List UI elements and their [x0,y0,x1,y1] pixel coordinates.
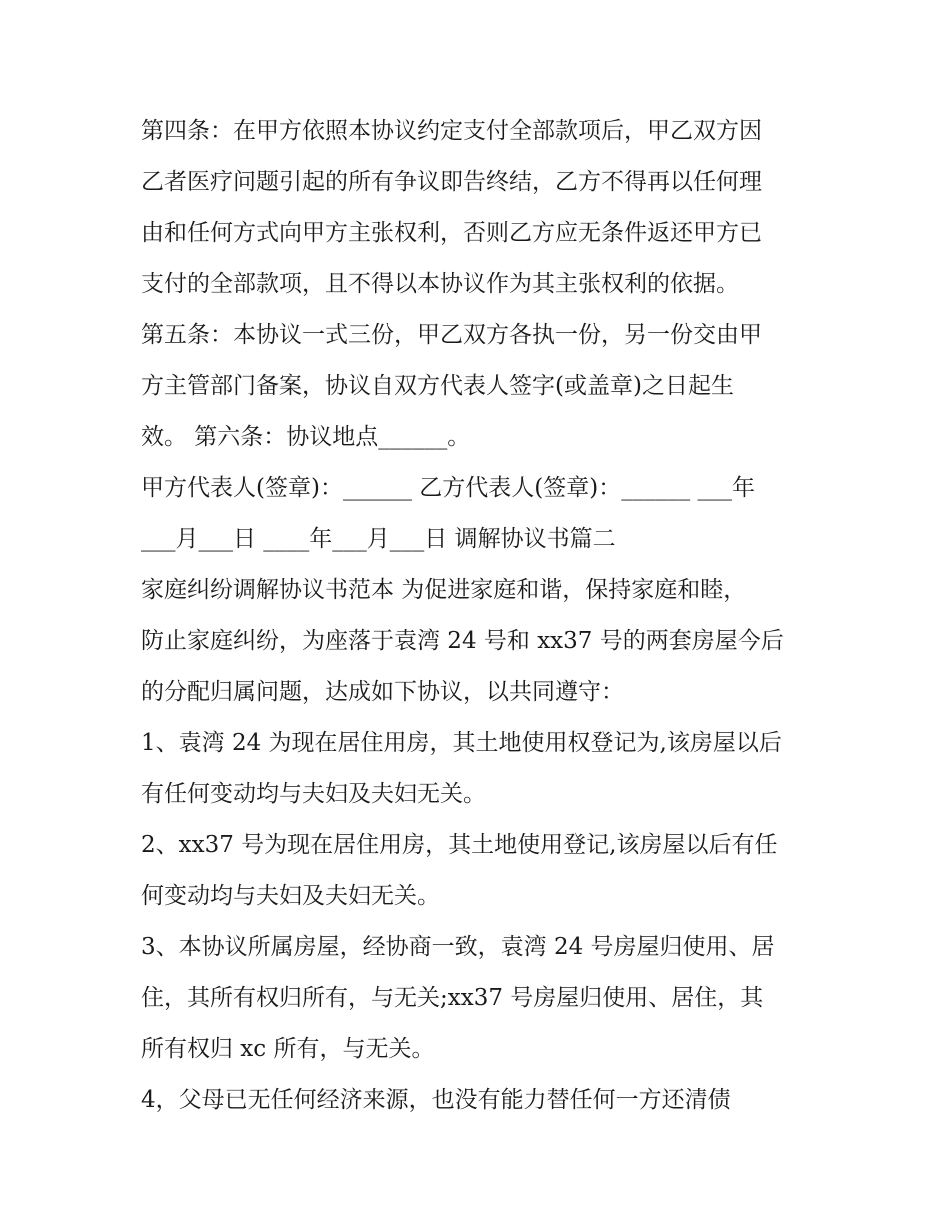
text-line: 支付的全部款项，且不得以本协议作为其主张权利的依据。 [141,271,739,297]
text-line: 方主管部门备案，协议自双方代表人签字(或盖章)之日起生 [141,373,734,399]
text-line: 3、本协议所属房屋，经协商一致，袁湾 24 号房屋归使用、居 [141,934,775,960]
text-line: 所有权归 xc 所有，与无关。 [141,1036,435,1062]
text-line: 住，其所有权归所有，与无关;xx37 号房屋归使用、居住，其 [141,985,764,1011]
text-line: 第四条：在甲方依照本协议约定支付全部款项后，甲乙双方因 [141,118,762,144]
text-line: 4，父母已无任何经济来源，也没有能力替任何一方还清债 [141,1087,731,1113]
text-line: 防止家庭纠纷，为座落于袁湾 24 号和 xx37 号的两套房屋今后 [141,628,784,654]
text-line: 由和任何方式向甲方主张权利，否则乙方应无条件返还甲方已 [141,220,762,246]
text-line: 第五条：本协议一式三份，甲乙双方各执一份，另一份交由甲 [141,322,762,348]
text-line: 效。 第六条：协议地点______。 [141,424,471,450]
text-line: 甲方代表人(签章)：______ 乙方代表人(签章)：______ ___年 [141,475,756,501]
text-line: 家庭纠纷调解协议书范本 为促进家庭和谐，保持家庭和睦， [141,577,747,603]
text-line: 何变动均与夫妇及夫妇无关。 [141,883,440,909]
document-body [141,106,841,1126]
text-line: 有任何变动均与夫妇及夫妇无关。 [141,781,486,807]
text-line: 1、袁湾 24 为现在居住用房，其土地使用权登记为,该房屋以后 [141,730,782,756]
text-line: 2、xx37 号为现在居住用房，其土地使用登记,该房屋以后有任 [141,832,778,858]
text-line: ___月___日 ____年___月___日 调解协议书篇二 [141,526,616,552]
text-line: 乙者医疗问题引起的所有争议即告终结，乙方不得再以任何理 [141,169,762,195]
text-line: 的分配归属问题，达成如下协议，以共同遵守： [141,679,624,705]
